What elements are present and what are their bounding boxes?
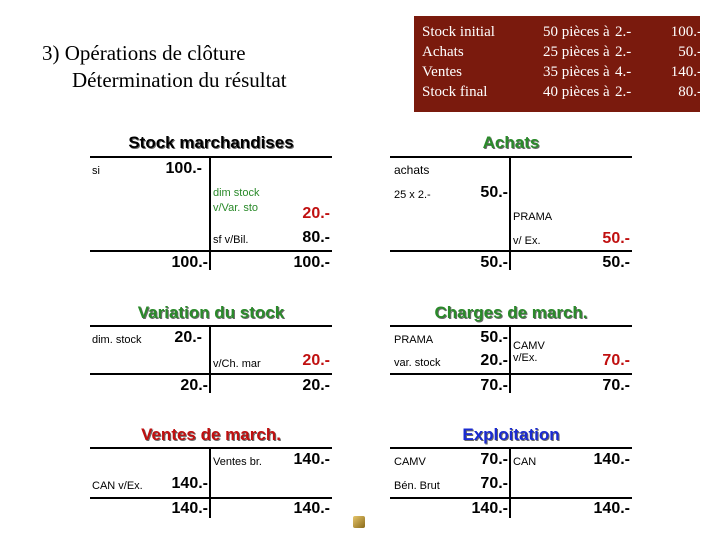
account-ventes bbox=[90, 425, 332, 520]
entry-value: 70.- bbox=[602, 352, 630, 369]
entry-value: 50.- bbox=[602, 230, 630, 247]
t-account-center-line bbox=[209, 447, 211, 518]
total-left: 140.- bbox=[471, 500, 508, 517]
entry-label: dim. stock bbox=[92, 334, 142, 346]
entry-value: 140.- bbox=[171, 475, 208, 492]
t-account-top-line bbox=[90, 156, 332, 158]
entry-value: 70.- bbox=[480, 475, 508, 492]
account-title: Achats bbox=[482, 133, 540, 152]
info-box bbox=[414, 16, 700, 112]
total-left: 70.- bbox=[480, 377, 508, 394]
info-qty: 35 pièces à bbox=[543, 64, 610, 80]
entry-label: CAMV bbox=[394, 456, 426, 468]
entry-value: 20.- bbox=[302, 352, 330, 369]
t-account-total-line bbox=[390, 497, 632, 499]
total-right: 70.- bbox=[602, 377, 630, 394]
total-left: 50.- bbox=[480, 254, 508, 271]
t-account-center-line bbox=[509, 325, 511, 393]
entry-value: 70.- bbox=[480, 451, 508, 468]
t-account-total-line bbox=[90, 497, 332, 499]
total-right: 100.- bbox=[293, 254, 330, 271]
page-title bbox=[42, 40, 287, 94]
t-account-top-line bbox=[90, 325, 332, 327]
total-right: 20.- bbox=[302, 377, 330, 394]
info-label: Stock final bbox=[422, 84, 488, 100]
t-account-center-line bbox=[509, 156, 511, 270]
t-account-total-line bbox=[390, 250, 632, 252]
t-account-center-line bbox=[509, 447, 511, 518]
info-unit: 2.- bbox=[615, 24, 632, 40]
entry-label: CAN bbox=[513, 456, 537, 468]
entry-value: 50.- bbox=[480, 329, 508, 346]
entry-label: var. stock bbox=[394, 357, 441, 369]
info-total: 140.- bbox=[670, 64, 702, 80]
account-title: Stock marchandises bbox=[128, 133, 294, 152]
t-account-top-line bbox=[390, 325, 632, 327]
entry-label: achats bbox=[394, 163, 430, 177]
info-unit: 4.- bbox=[615, 64, 632, 80]
total-right: 50.- bbox=[602, 254, 630, 271]
info-unit: 2.- bbox=[615, 84, 632, 100]
t-account-total-line bbox=[90, 250, 332, 252]
account-title: Charges de march. bbox=[434, 303, 588, 322]
t-account-total-line bbox=[90, 373, 332, 375]
entry-label: 25 x 2.- bbox=[394, 189, 431, 201]
account-title: Exploitation bbox=[462, 425, 560, 444]
entry-value: 100.- bbox=[165, 160, 202, 177]
account-stock bbox=[90, 133, 332, 275]
info-qty: 40 pièces à bbox=[543, 84, 610, 100]
t-account-center-line bbox=[209, 325, 211, 393]
entry-label: dim stock v/Var. sto bbox=[213, 187, 260, 214]
entry-value: 20.- bbox=[174, 329, 202, 346]
entry-label: sf v/Bil. bbox=[213, 234, 249, 246]
account-variation bbox=[90, 303, 332, 395]
total-left: 100.- bbox=[171, 254, 208, 271]
info-total: 80.- bbox=[678, 84, 702, 100]
account-achats bbox=[390, 133, 632, 275]
entry-label: CAMV v/Ex. bbox=[513, 340, 545, 364]
t-account-top-line bbox=[390, 156, 632, 158]
title-line-2: Détermination du résultat bbox=[72, 68, 287, 92]
info-label: Ventes bbox=[422, 64, 462, 80]
entry-value: 80.- bbox=[302, 229, 330, 246]
entry-label: PRAMA bbox=[513, 211, 553, 223]
total-left: 20.- bbox=[180, 377, 208, 394]
entry-value: 20.- bbox=[480, 352, 508, 369]
t-account-top-line bbox=[90, 447, 332, 449]
account-exploitation bbox=[390, 425, 632, 520]
info-total: 50.- bbox=[678, 44, 702, 60]
entry-value: 140.- bbox=[593, 451, 630, 468]
total-left: 140.- bbox=[171, 500, 208, 517]
total-right: 140.- bbox=[293, 500, 330, 517]
title-line-1: 3) Opérations de clôture bbox=[42, 41, 246, 65]
entry-label: si bbox=[92, 165, 100, 177]
account-title: Variation du stock bbox=[137, 303, 285, 322]
slide-nav-icon[interactable] bbox=[353, 516, 365, 528]
t-account-top-line bbox=[390, 447, 632, 449]
account-charges bbox=[390, 303, 632, 395]
entry-label: Ventes br. bbox=[213, 456, 262, 468]
t-account-center-line bbox=[209, 156, 211, 270]
account-title: Ventes de march. bbox=[141, 425, 281, 444]
entry-label: PRAMA bbox=[394, 334, 434, 346]
info-unit: 2.- bbox=[615, 44, 632, 60]
entry-label: Bén. Brut bbox=[394, 480, 440, 492]
info-qty: 50 pièces à bbox=[543, 24, 610, 40]
entry-label: v/ Ex. bbox=[513, 235, 541, 247]
entry-value: 50.- bbox=[480, 184, 508, 201]
info-total: 100.- bbox=[670, 24, 702, 40]
t-account-total-line bbox=[390, 373, 632, 375]
info-qty: 25 pièces à bbox=[543, 44, 610, 60]
total-right: 140.- bbox=[593, 500, 630, 517]
info-label: Stock initial bbox=[422, 24, 495, 40]
entry-label: CAN v/Ex. bbox=[92, 480, 143, 492]
info-label: Achats bbox=[422, 44, 464, 60]
entry-value: 140.- bbox=[293, 451, 330, 468]
entry-label: v/Ch. mar bbox=[213, 358, 261, 370]
entry-value: 20.- bbox=[302, 205, 330, 222]
